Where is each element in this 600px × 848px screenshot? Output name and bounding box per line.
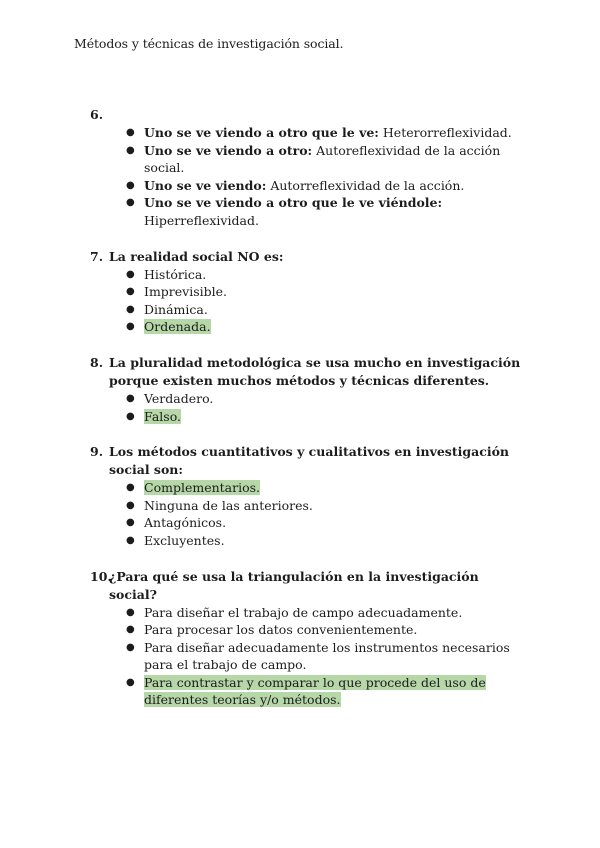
answer-option <box>126 621 530 639</box>
question-3 <box>90 354 530 425</box>
answer-option <box>126 266 530 284</box>
option-text: Autoreflexividad de la acción social. <box>144 142 501 176</box>
bullet-icon: ● <box>126 144 135 156</box>
question-2 <box>90 248 530 336</box>
option-lead: Uno se ve viendo: <box>144 177 267 193</box>
option-body <box>144 480 260 495</box>
question-5 <box>90 568 530 710</box>
option-text: Dinámica. <box>144 301 208 317</box>
option-text: Para diseñar adecuadamente los instrumentos necesarios para el trabajo de campo. <box>144 639 510 673</box>
option-lead: Uno se ve viendo a otro que le ve viéndole: <box>144 195 443 211</box>
question-text: ¿Para qué se usa la triangulación en la investigación social? <box>109 568 479 602</box>
option-lead: Uno se ve viendo a otro: <box>144 142 313 158</box>
option-text: Para contrastar y comparar lo que procede del uso de diferentes teorías y/o métodos. <box>144 674 486 708</box>
question-number: 9. <box>90 444 104 460</box>
answer-option <box>126 177 530 195</box>
bullet-icon: ● <box>126 499 135 511</box>
option-body <box>144 125 512 140</box>
bullet-icon: ● <box>126 303 135 315</box>
answer-option-correct <box>126 674 530 709</box>
question-4 <box>90 443 530 549</box>
answer-options <box>90 390 530 425</box>
question-title <box>90 443 530 479</box>
answer-option <box>126 514 530 532</box>
bullet-icon: ● <box>126 534 135 546</box>
option-text: Autorreflexividad de la acción. <box>266 177 465 193</box>
answer-option <box>126 142 530 177</box>
answer-options <box>90 266 530 336</box>
bullet-icon: ● <box>126 606 135 618</box>
option-text: Verdadero. <box>144 390 214 406</box>
option-text: Para diseñar el trabajo de campo adecuadamente. <box>144 604 463 620</box>
question-1 <box>90 106 530 230</box>
bullet-icon: ● <box>126 179 135 191</box>
option-body <box>144 267 206 282</box>
bullet-icon: ● <box>126 410 135 422</box>
bullet-icon: ● <box>126 624 135 636</box>
question-title <box>90 106 530 124</box>
bullet-icon: ● <box>126 641 135 653</box>
option-body <box>144 178 464 193</box>
option-body <box>144 319 211 334</box>
option-body <box>144 515 226 530</box>
option-body <box>144 143 500 176</box>
question-number: 6. <box>90 107 104 122</box>
answer-option <box>126 390 530 408</box>
question-number: 8. <box>90 354 104 370</box>
answer-option <box>126 124 530 142</box>
question-number: 7. <box>90 248 104 264</box>
option-body <box>144 533 225 548</box>
option-text: Excluyentes. <box>144 532 225 548</box>
answer-options <box>90 479 530 549</box>
option-body <box>144 605 462 620</box>
question-title <box>90 568 530 604</box>
answer-option-correct <box>126 479 530 497</box>
bullet-icon: ● <box>126 197 135 209</box>
bullet-icon: ● <box>126 676 135 688</box>
bullet-icon: ● <box>126 127 135 138</box>
answer-option-correct <box>126 408 530 426</box>
option-text: Histórica. <box>144 266 207 282</box>
bullet-icon: ● <box>126 482 135 494</box>
option-text: Falso. <box>144 408 181 424</box>
option-body <box>144 302 208 317</box>
answer-option <box>126 283 530 301</box>
page-header: Métodos y técnicas de investigación social. <box>74 36 344 51</box>
bullet-icon: ● <box>126 268 135 280</box>
option-text: Complementarios. <box>144 480 261 496</box>
option-body <box>144 409 181 424</box>
bullet-icon: ● <box>126 286 135 298</box>
option-text: Hiperreflexividad. <box>144 212 259 228</box>
bullet-icon: ● <box>126 321 135 333</box>
answer-option <box>126 497 530 515</box>
question-number: 10. <box>90 568 112 584</box>
answer-option <box>126 301 530 319</box>
answer-option-correct <box>126 318 530 336</box>
bullet-icon: ● <box>126 392 135 404</box>
bullet-icon: ● <box>126 517 135 529</box>
option-text: Heterorreflexividad. <box>378 125 512 140</box>
question-text: Los métodos cuantitativos y cualitativos en investigación social son: <box>109 444 509 478</box>
answer-option <box>126 532 530 550</box>
option-body <box>144 675 486 708</box>
question-list <box>90 106 530 727</box>
option-body <box>144 284 227 299</box>
option-text: Para procesar los datos convenientemente. <box>144 622 418 638</box>
option-text: Imprevisible. <box>144 284 228 300</box>
question-text <box>109 106 530 124</box>
option-text: Ordenada. <box>144 319 211 335</box>
option-body <box>144 622 417 637</box>
answer-options <box>90 604 530 710</box>
question-title <box>90 354 530 390</box>
option-body <box>144 195 442 228</box>
option-text: Antagónicos. <box>144 515 227 531</box>
answer-options <box>90 124 530 230</box>
question-text: La realidad social NO es: <box>109 248 284 264</box>
option-body <box>144 391 213 406</box>
option-body <box>144 498 313 513</box>
answer-option <box>126 604 530 622</box>
option-text: Ninguna de las anteriores. <box>144 497 313 513</box>
option-body <box>144 640 510 673</box>
question-title <box>90 248 530 266</box>
answer-option <box>126 639 530 674</box>
option-lead: Uno se ve viendo a otro que le ve: <box>144 125 379 140</box>
answer-option <box>126 194 530 229</box>
question-text: La pluralidad metodológica se usa mucho en investigación porque existen muchos métodos y técnicas diferentes. <box>109 354 521 388</box>
